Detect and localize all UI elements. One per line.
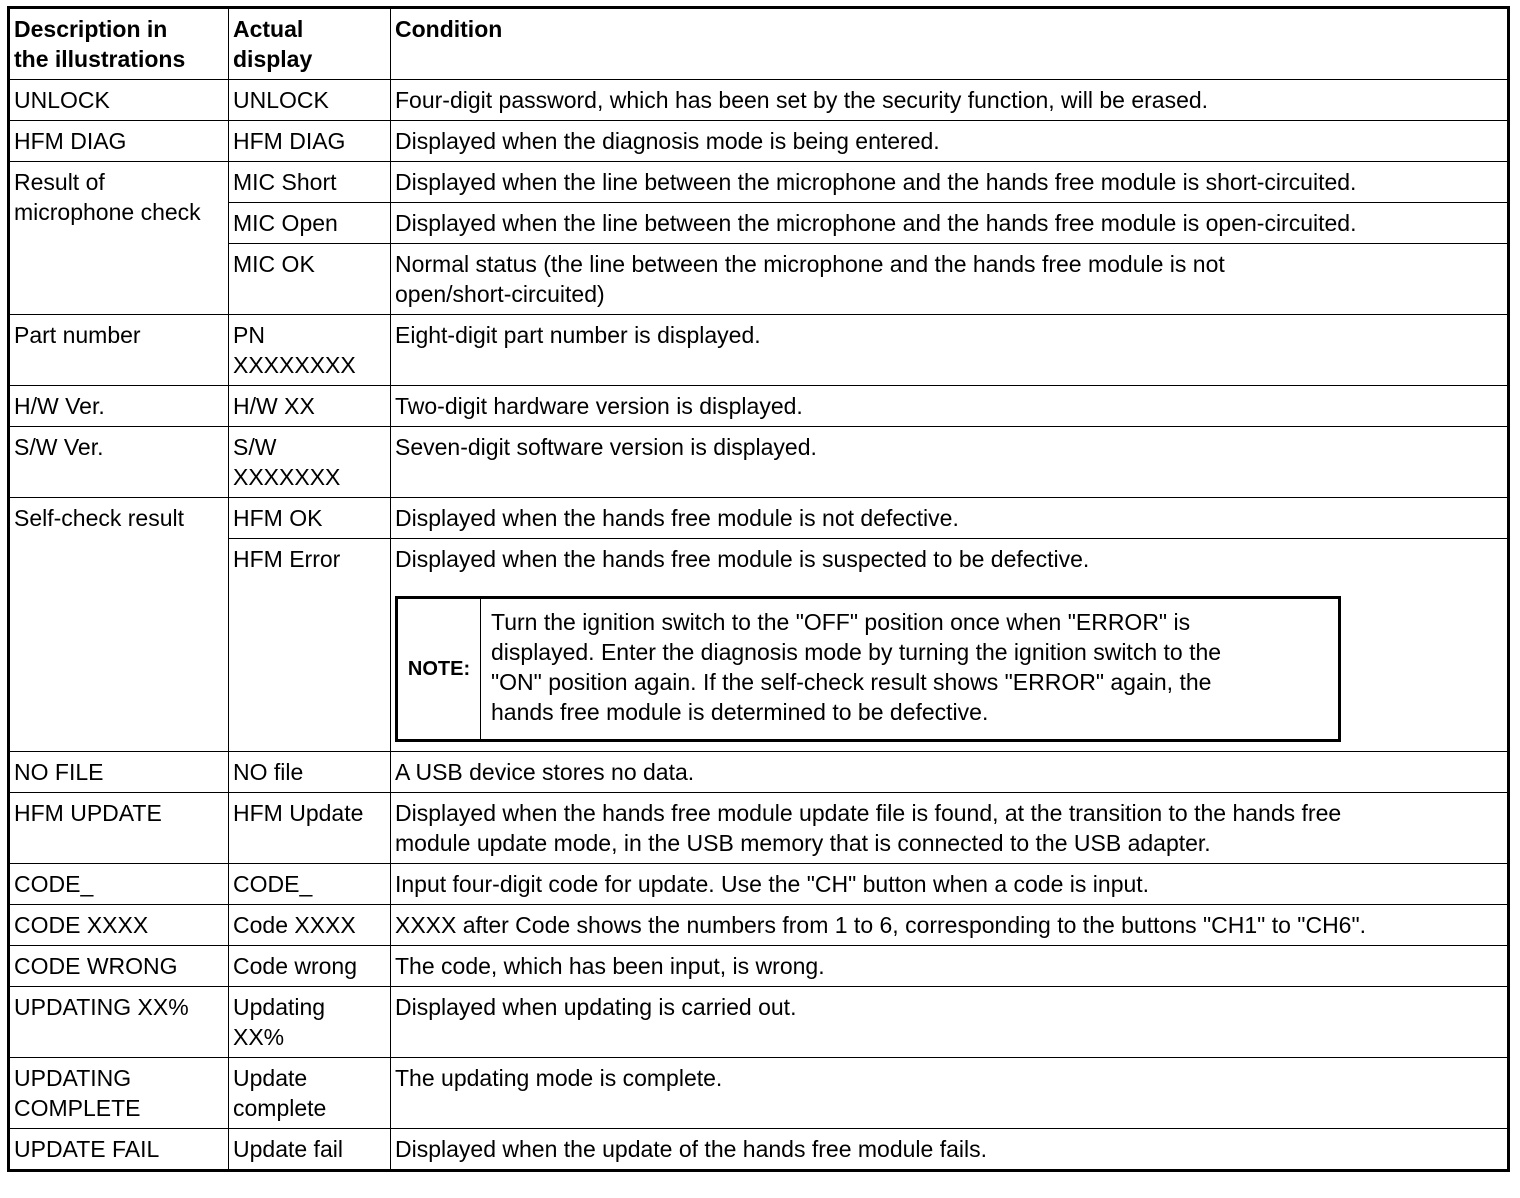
row-actual-display: S/W XXXXXXX	[229, 427, 391, 498]
table-row	[9, 427, 1509, 498]
diagnosis-display-table	[7, 6, 1510, 1172]
row-condition	[391, 539, 1509, 752]
row-actual-display: H/W XX	[229, 386, 391, 427]
row-condition: Displayed when the diagnosis mode is being entered.	[391, 121, 1509, 162]
table-row	[9, 162, 1509, 203]
row-condition: Two-digit hardware version is displayed.	[391, 386, 1509, 427]
row-description: H/W Ver.	[9, 386, 229, 427]
row-actual-display: Update complete	[229, 1058, 391, 1129]
row-actual-display: UNLOCK	[229, 80, 391, 121]
row-condition: Seven-digit software version is displayed.	[391, 427, 1509, 498]
row-actual-display: HFM DIAG	[229, 121, 391, 162]
table-row	[9, 946, 1509, 987]
row-description: HFM DIAG	[9, 121, 229, 162]
row-condition: Eight-digit part number is displayed.	[391, 315, 1509, 386]
row-actual-display: MIC Short	[229, 162, 391, 203]
row-description: CODE_	[9, 864, 229, 905]
row-description: S/W Ver.	[9, 427, 229, 498]
table-row	[9, 203, 1509, 244]
table-row	[9, 752, 1509, 793]
row-description: UPDATING XX%	[9, 987, 229, 1058]
note-box	[395, 596, 1341, 742]
header-condition: Condition	[391, 8, 1509, 80]
table-row	[9, 793, 1509, 864]
row-actual-display: HFM Update	[229, 793, 391, 864]
row-description: CODE WRONG	[9, 946, 229, 987]
table-row	[9, 315, 1509, 386]
row-condition: Displayed when the update of the hands free module fails.	[391, 1129, 1509, 1171]
row-actual-display: MIC OK	[229, 244, 391, 315]
table-row	[9, 498, 1509, 539]
row-actual-display: PN XXXXXXXX	[229, 315, 391, 386]
row-condition-text: Displayed when the hands free module is suspected to be defective.	[395, 546, 1090, 572]
row-actual-display: Update fail	[229, 1129, 391, 1171]
row-condition: Displayed when the hands free module is not defective.	[391, 498, 1509, 539]
row-actual-display: Code wrong	[229, 946, 391, 987]
row-description: Part number	[9, 315, 229, 386]
table-row	[9, 121, 1509, 162]
header-actual-display: Actual display	[229, 8, 391, 80]
row-description: NO FILE	[9, 752, 229, 793]
row-condition: The updating mode is complete.	[391, 1058, 1509, 1129]
row-actual-display: HFM OK	[229, 498, 391, 539]
row-actual-display: HFM Error	[229, 539, 391, 752]
table-row	[9, 1129, 1509, 1171]
row-description: UPDATING COMPLETE	[9, 1058, 229, 1129]
row-condition: Displayed when the line between the microphone and the hands free module is short-circuited.	[391, 162, 1509, 203]
row-description: CODE XXXX	[9, 905, 229, 946]
row-condition: Normal status (the line between the microphone and the hands free module is not open/short-circuited)	[391, 244, 1509, 315]
row-actual-display: Code XXXX	[229, 905, 391, 946]
row-description: HFM UPDATE	[9, 793, 229, 864]
row-actual-display: MIC Open	[229, 203, 391, 244]
header-description: Description in the illustrations	[9, 8, 229, 80]
table-row	[9, 386, 1509, 427]
note-label: NOTE:	[398, 599, 481, 739]
table-row	[9, 987, 1509, 1058]
row-condition: Four-digit password, which has been set by the security function, will be erased.	[391, 80, 1509, 121]
row-description: Self-check result	[9, 498, 229, 752]
table-row	[9, 244, 1509, 315]
row-actual-display: NO file	[229, 752, 391, 793]
table-row	[9, 539, 1509, 752]
row-description: Result of microphone check	[9, 162, 229, 315]
row-actual-display: Updating XX%	[229, 987, 391, 1058]
row-condition: Displayed when the line between the microphone and the hands free module is open-circuited.	[391, 203, 1509, 244]
row-condition: XXXX after Code shows the numbers from 1 to 6, corresponding to the buttons "CH1" to "CH6".	[391, 905, 1509, 946]
row-condition: A USB device stores no data.	[391, 752, 1509, 793]
row-condition: Displayed when the hands free module update file is found, at the transition to the hands free module update mode, in the USB memory that is connected to the USB adapter.	[391, 793, 1509, 864]
row-actual-display: CODE_	[229, 864, 391, 905]
row-condition: Displayed when updating is carried out.	[391, 987, 1509, 1058]
header-row	[9, 8, 1509, 80]
row-condition: Input four-digit code for update. Use the "CH" button when a code is input.	[391, 864, 1509, 905]
table-row	[9, 80, 1509, 121]
table-row	[9, 864, 1509, 905]
row-description: UPDATE FAIL	[9, 1129, 229, 1171]
row-description: UNLOCK	[9, 80, 229, 121]
table-row	[9, 905, 1509, 946]
table-row	[9, 1058, 1509, 1129]
row-condition: The code, which has been input, is wrong.	[391, 946, 1509, 987]
note-body: Turn the ignition switch to the "OFF" position once when "ERROR" is displayed. Enter the diagnosis mode by turning the ignition switch to the "ON" position again. If the self-check result shows "ERROR" again, the hands free module is determined to be defective.	[491, 609, 1222, 725]
